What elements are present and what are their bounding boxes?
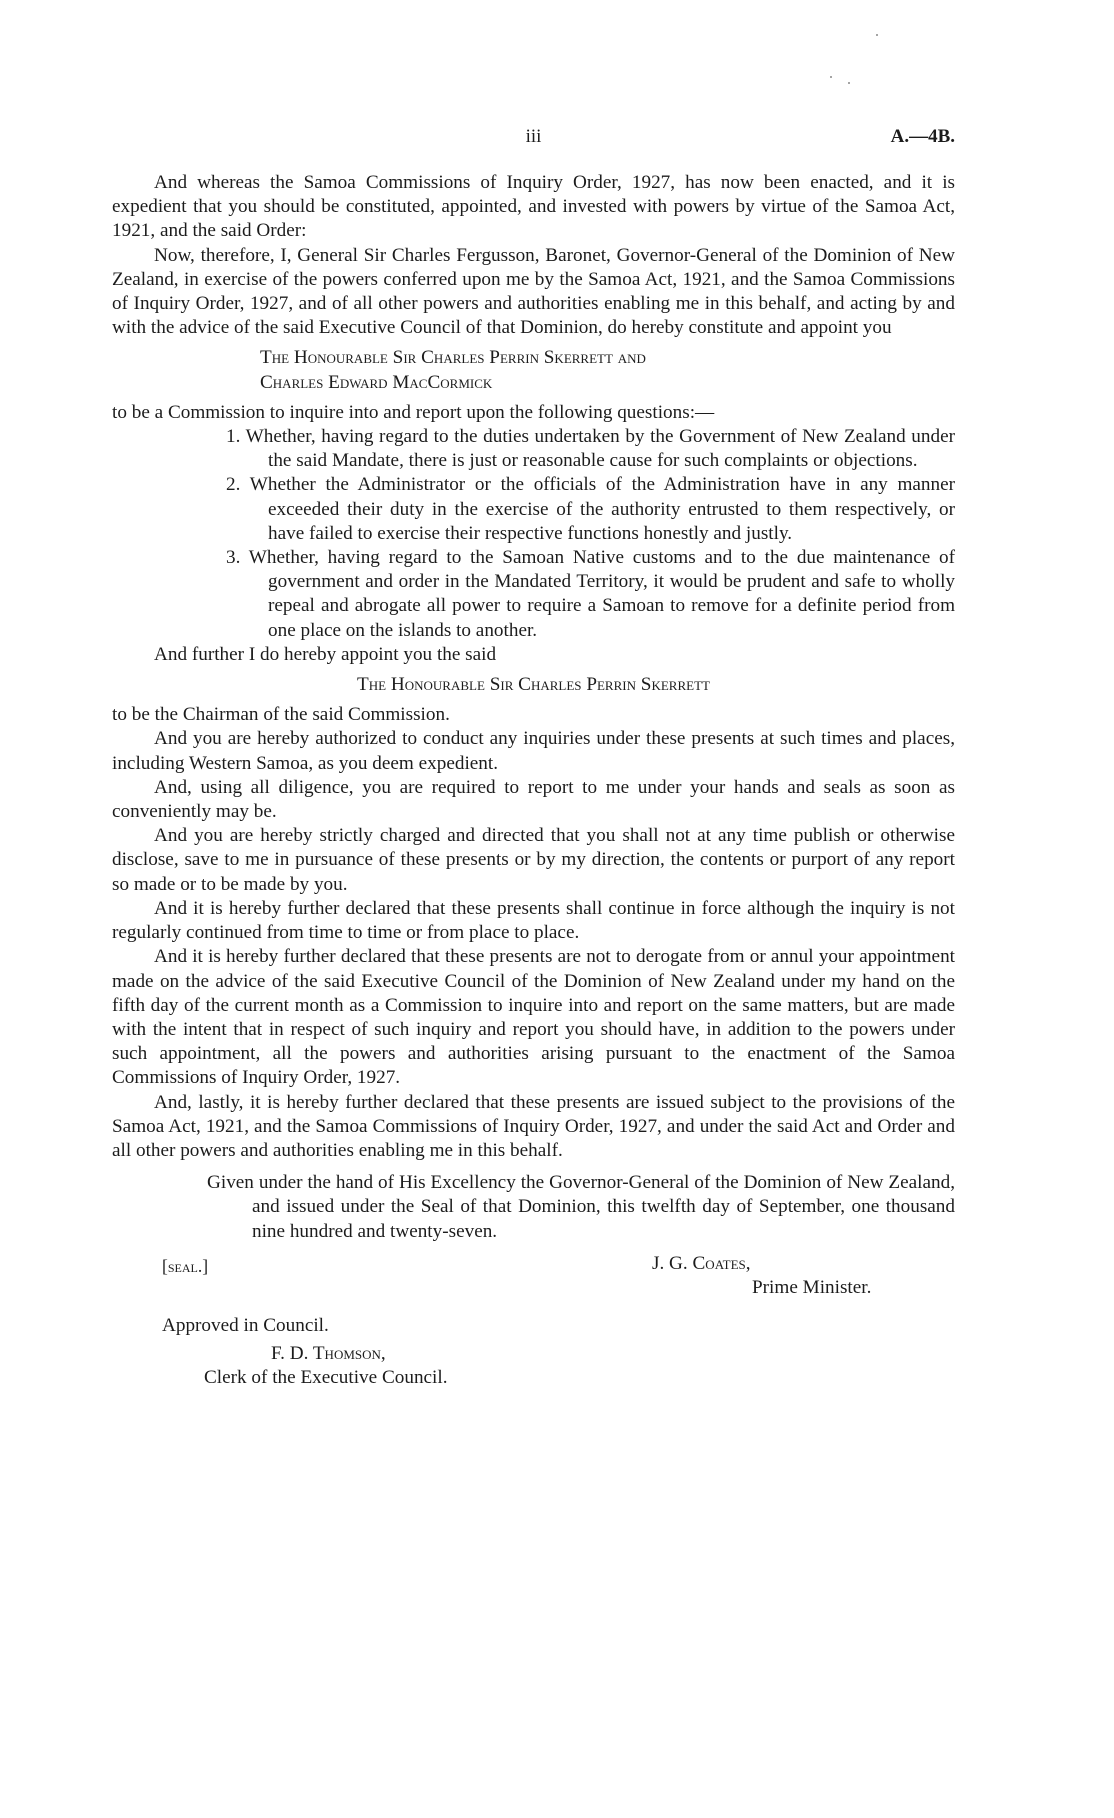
commission-intro: to be a Commission to inquire into and report upon the following questions:—	[112, 401, 715, 423]
page-number: iii	[525, 126, 542, 147]
chairman-name: The Honourable Sir Charles Perrin Skerrett	[357, 674, 710, 696]
document-reference: A.—4B.	[890, 126, 955, 147]
seal-mark: [seal.]	[162, 1255, 209, 1276]
clerk-title: Clerk of the Executive Council.	[204, 1367, 448, 1389]
paragraph-authorized: And you are hereby authorized to conduct any inquiries under these presents at such times and places, including Western Samoa, as you deem expedient.	[112, 728, 955, 774]
paragraph-now-therefore: Now, therefore, I, General Sir Charles Fergusson, Baronet, Governor-General of the Dominion of New Zealand, in exercise of the powers conferred upon me by the Samoa Act, 1921, and the Samoa Commissions of Inquiry Order, 1927, and of all other powers and authorities enabling me in this behalf, and acting by and with the advice of the said Executive Council of that Dominion, do hereby constitute and appoint you	[112, 244, 955, 339]
scan-speck	[848, 82, 850, 84]
scan-speck	[876, 34, 878, 36]
paragraph-force: And it is hereby further declared that these presents shall continue in force although the inquiry is not regularly continued from time to time or from place to place.	[112, 897, 955, 944]
question-item: 3. Whether, having regard to the Samoan Native customs and to the due maintenance of government and order in the Mandated Territory, it would be prudent and safe to wholly repeal and abrogate all power to require a Samoan to remove for a definite period from one place on the islands to another.	[226, 547, 955, 641]
paragraph-diligence: And, using all diligence, you are required to report to me under your hands and seals as soon as conveniently may be.	[112, 776, 955, 823]
prime-minister-name: J. G. Coates,	[652, 1252, 751, 1274]
paragraph-charged: And you are hereby strictly charged and directed that you shall not at any time publish or otherwise disclose, save to me in pursuance of these presents or by my direction, the contents or purport of any report so made or to be made by you.	[112, 825, 955, 895]
document-body	[112, 171, 955, 1390]
appointee-line-2: Charles Edward MacCormick	[260, 371, 493, 393]
appointee-line-1: The Honourable Sir Charles Perrin Skerrett and	[260, 347, 646, 369]
question-item: 2. Whether the Administrator or the officials of the Administration have in any manner exceeded their duty in the exercise of the authority entrusted to them respectively, or have failed to exercise their respective functions honestly and justly.	[226, 474, 955, 544]
question-item: 1. Whether, having regard to the duties undertaken by the Government of New Zealand under the said Mandate, there is just or reasonable cause for such complaints or objections.	[226, 426, 955, 472]
paragraph-derogate: And it is hereby further declared that these presents are not to derogate from or annul your appointment made on the advice of the said Executive Council of the Dominion of New Zealand under my hand on the fifth day of the current month as a Commission to inquire into and report on the same matters, but are made with the intent that in respect of such inquiry and report you should have, in addition to the powers under such appointment, all the powers and authorities arising pursuant to the enactment of the Samoa Commissions of Inquiry Order, 1927.	[112, 946, 955, 1089]
clerk-name: F. D. Thomson,	[271, 1342, 386, 1364]
paragraph-further-appoint: And further I do hereby appoint you the said	[154, 643, 497, 665]
chairman-line: to be the Chairman of the said Commission.	[112, 704, 450, 726]
paragraph-whereas: And whereas the Samoa Commissions of Inquiry Order, 1927, has now been enacted, and it is expedient that you should be constituted, appointed, and invested with powers by virtue of the Samoa Act, 1921, and the said Order:	[112, 172, 955, 242]
given-under-hand: Given under the hand of His Excellency the Governor-General of the Dominion of New Zealand, and issued under the Seal of that Dominion, this twelfth day of September, one thousand nine hundred and twenty-seven.	[207, 1172, 955, 1242]
paragraph-lastly: And, lastly, it is hereby further declared that these presents are issued subject to the provisions of the Samoa Act, 1921, and the Samoa Commissions of Inquiry Order, 1927, and under the said Act and Order and all other powers and authorities enabling me in this behalf.	[112, 1091, 955, 1161]
appointees-block	[260, 346, 955, 394]
approved-in-council: Approved in Council.	[162, 1314, 329, 1336]
signature-row	[112, 1252, 955, 1304]
page-header	[112, 126, 955, 152]
prime-minister-title: Prime Minister.	[752, 1276, 872, 1298]
scan-speck	[830, 76, 832, 78]
